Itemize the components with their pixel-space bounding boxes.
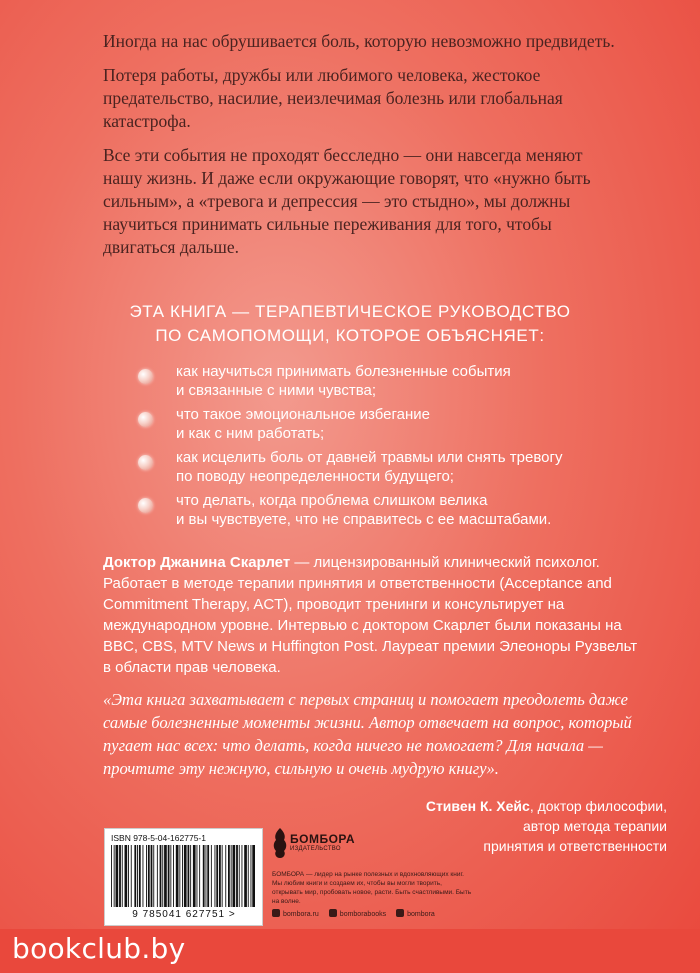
list-item	[138, 448, 608, 485]
barcode-bars	[111, 845, 256, 907]
bullet-list	[138, 362, 608, 534]
attribution-name: Стивен К. Хейс	[425, 798, 530, 814]
bullet-line: как исцелить боль от давней травмы или снять тревогу	[176, 449, 563, 466]
facebook-icon	[396, 909, 404, 917]
attribution-line-2: автор метода терапии	[523, 818, 667, 834]
instagram-icon	[272, 909, 280, 917]
intro-text	[103, 30, 623, 270]
bullet-line: как научиться принимать болезненные события	[176, 363, 511, 380]
bombora-logo-icon	[272, 828, 288, 858]
bullet-line: и связанные с ними чувства;	[176, 382, 377, 399]
attribution-line-3: принятия и ответственности	[483, 838, 667, 854]
publisher-name: БОМБОРА	[290, 832, 356, 846]
publisher-description: БОМБОРА — лидер на рынке полезных и вдохновляющих книг. Мы любим книги и создаем их, чтобы вы могли творить, открывать мир, пробовать новое, расти. Быть счастливыми. Быть на волне.	[272, 871, 472, 905]
bullet-dot-icon	[138, 369, 153, 384]
heading-line-1: ЭТА КНИГА — ТЕРАПЕВТИЧЕСКОЕ РУКОВОДСТВО	[129, 302, 571, 321]
barcode-number: 9 785041 627751 >	[132, 909, 236, 920]
isbn-text: ISBN 978-5-04-162775-1	[111, 833, 206, 843]
social-label: bombora	[407, 911, 435, 918]
intro-paragraph-2: Потеря работы, дружбы или любимого человека, жестокое предательство, насилие, неизлечимая болезнь или глобальная катастрофа.	[103, 65, 563, 131]
intro-paragraph-3: Все эти события не проходят бесследно — они навсегда меняют нашу жизнь. И даже если окружающие говорят, что «нужно быть сильным», а «тревога и депрессия — это стыдно», мы должны научиться принимать сильные переживания для того, чтобы двигаться дальше.	[103, 145, 591, 257]
author-bio	[103, 552, 643, 678]
social-item	[396, 909, 435, 918]
social-label: bombora.ru	[283, 911, 319, 918]
bullet-dot-icon	[138, 412, 153, 427]
list-item	[138, 362, 608, 399]
bullet-line: и как с ним работать;	[176, 425, 325, 442]
quote-attribution	[347, 796, 667, 856]
publisher-subtitle: ИЗДАТЕЛЬСТВО	[290, 846, 341, 852]
barcode	[104, 828, 263, 926]
social-label: bomborabooks	[339, 911, 387, 918]
intro-paragraph-1: Иногда на нас обрушивается боль, которую невозможно предвидеть.	[103, 31, 615, 51]
site-name: bookclub.by	[12, 932, 186, 965]
social-item	[329, 909, 386, 918]
publisher-socials	[272, 909, 482, 918]
bullet-line: и вы чувствуете, что не справитесь с ее масштабами.	[176, 511, 552, 528]
bullet-dot-icon	[138, 498, 153, 513]
bullet-dot-icon	[138, 455, 153, 470]
site-watermark-bar	[0, 929, 700, 973]
author-name: Доктор Джанина Скарлет	[103, 554, 291, 571]
review-quote: «Эта книга захватывает с первых страниц и помогает преодолеть даже самые болезненные моменты жизни. Автор отвечает на вопрос, который пугает нас всех: что делать, когда ничего не помогает? Для начала — прочтите эту нежную, сильную и очень мудрую книгу».	[103, 690, 632, 778]
attribution-line-1: , доктор философии,	[529, 798, 667, 814]
bullet-line: что делать, когда проблема слишком велика	[176, 492, 488, 509]
author-bio-text: — лицензированный клинический психолог. Работает в методе терапии принятия и ответственности (Acceptance and Commitment Therapy, ACT), проводит тренинги и консультирует на международном уровне. Интервью с доктором Скарлет были показаны на BBC, CBS, MTV News и Huffington Post. Лауреат премии Элеоноры Рузвельт в области прав человека.	[103, 554, 638, 676]
list-item	[138, 491, 608, 528]
bullet-line: что такое эмоциональное избегание	[176, 406, 430, 423]
bullet-line: по поводу неопределенности будущего;	[176, 468, 454, 485]
list-item	[138, 405, 608, 442]
heading-line-2: ПО САМОПОМОЩИ, КОТОРОЕ ОБЪЯСНЯЕТ:	[155, 326, 545, 345]
social-item	[272, 909, 319, 918]
section-heading	[0, 300, 700, 348]
vk-icon	[329, 909, 337, 917]
